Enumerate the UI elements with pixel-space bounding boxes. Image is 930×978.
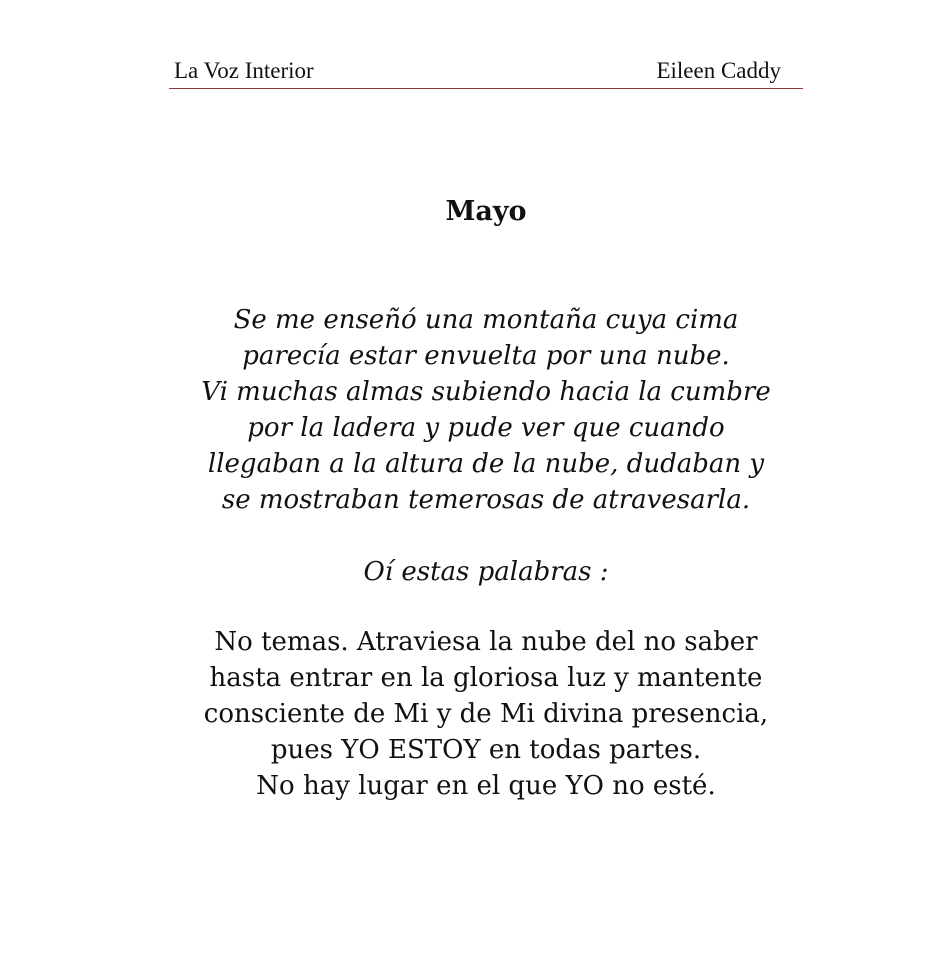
vision-line: Vi muchas almas subiendo hacia la cumbre	[201, 377, 771, 407]
running-header	[169, 56, 803, 89]
author-name: Eileen Caddy	[656, 58, 781, 83]
message-line: No temas. Atraviesa la nube del no saber	[214, 627, 758, 657]
intro-line	[0, 554, 930, 590]
book-title: La Voz Interior	[174, 58, 314, 83]
vision-line: Se me enseñó una montaña cuya cima	[233, 305, 739, 335]
message-paragraph	[0, 624, 930, 804]
vision-line: se mostraban temerosas de atravesarla.	[221, 485, 751, 515]
vision-line: por la ladera y pude ver que cuando	[247, 413, 725, 443]
message-line: hasta entrar en la gloriosa luz y mantente	[209, 663, 763, 693]
chapter-title: Mayo	[445, 196, 527, 227]
vision-paragraph	[0, 302, 930, 518]
message-line: consciente de Mi y de Mi divina presencia,	[203, 699, 769, 729]
intro-text: Oí estas palabras :	[363, 557, 609, 587]
vision-line: llegaban a la altura de la nube, dudaban y	[207, 449, 765, 479]
message-line: No hay lugar en el que YO no esté.	[256, 771, 716, 801]
message-line: pues YO ESTOY en todas partes.	[270, 735, 702, 765]
vision-line: parecía estar envuelta por una nube.	[242, 341, 730, 371]
